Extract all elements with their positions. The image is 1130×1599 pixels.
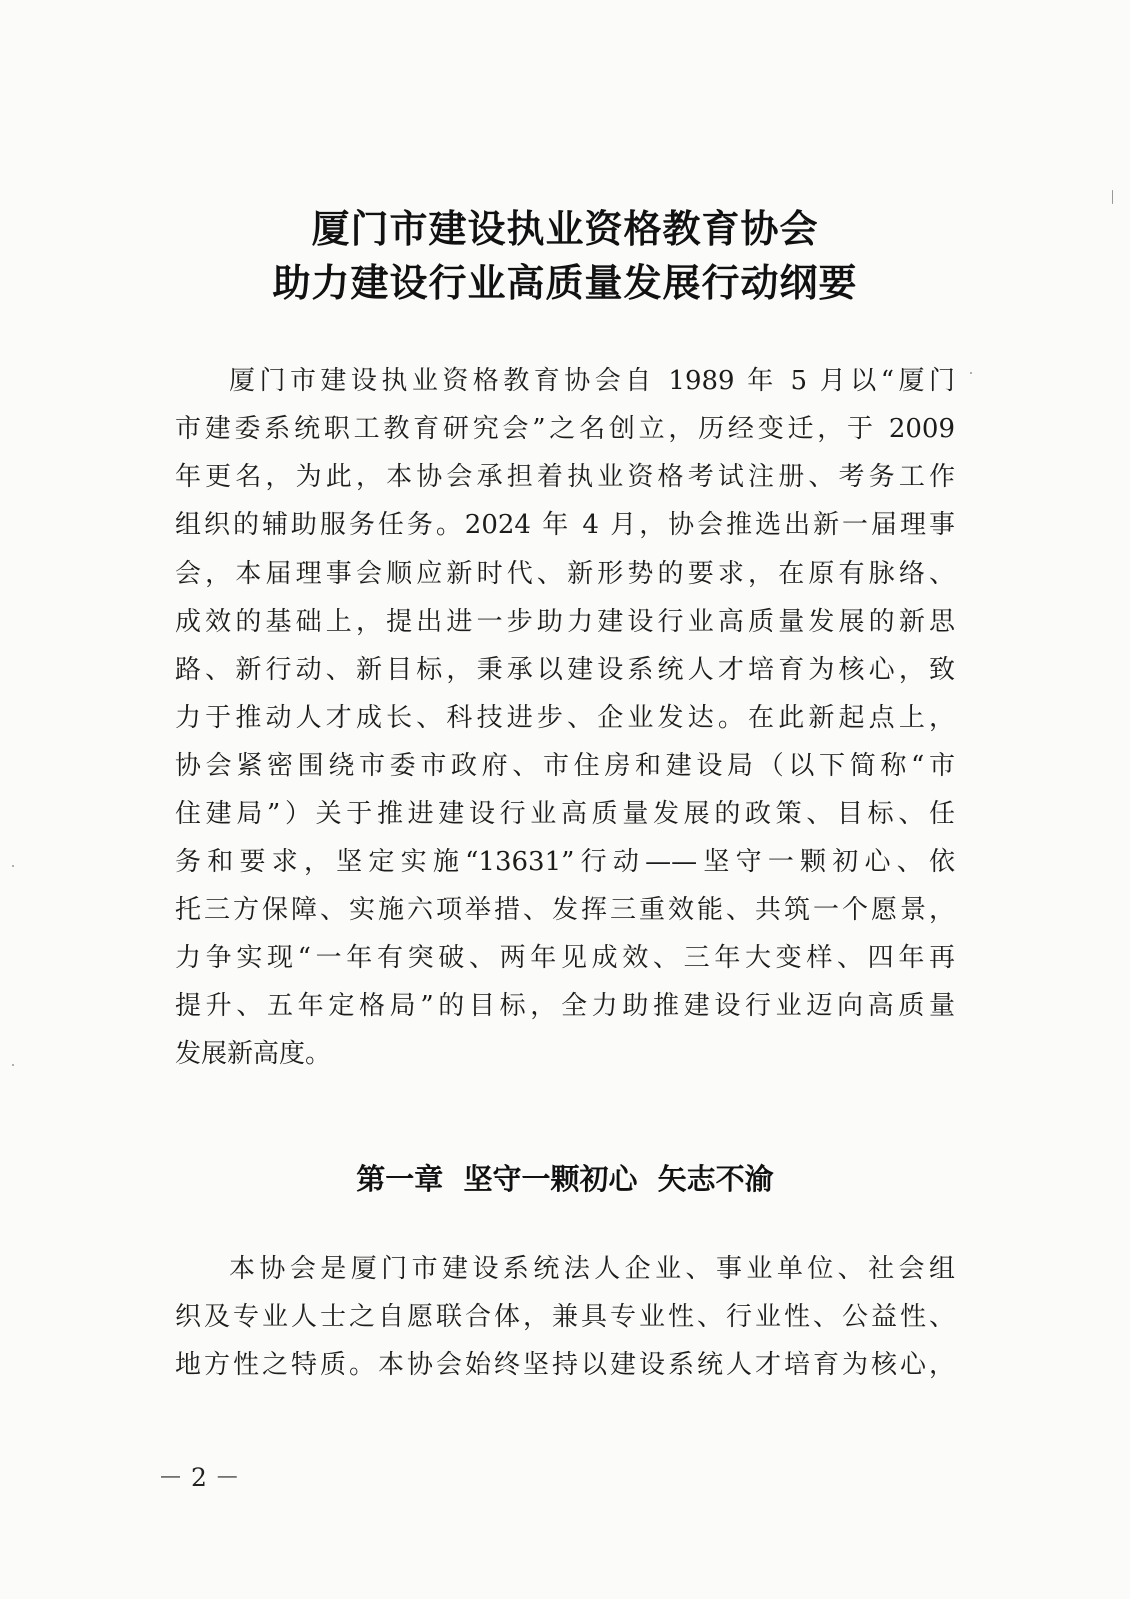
paragraph-line: 力于推动人才成长、科技进步、企业发达。在此新起点上， xyxy=(175,703,955,733)
paragraph-line: 发展新高度。 xyxy=(175,1039,332,1069)
paragraph-line: 住建局”）关于推进建设行业高质量发展的政策、目标、任 xyxy=(175,799,955,829)
paragraph-line: 成效的基础上，提出进一步助力建设行业高质量发展的新思 xyxy=(175,607,955,637)
paragraph-line: 务和要求，坚定实施“13631”行动——坚守一颗初心、依 xyxy=(175,847,955,877)
paragraph-line: 提升、五年定格局”的目标，全力助推建设行业迈向高质量 xyxy=(175,991,955,1021)
scan-mark xyxy=(1112,190,1113,204)
scan-mark xyxy=(12,865,14,867)
paragraph-line: 力争实现“一年有突破、两年见成效、三年大变样、四年再 xyxy=(175,943,955,973)
document-title-line-1: 厦门市建设执业资格教育协会 xyxy=(311,207,819,251)
paragraph-line: 厦门市建设执业资格教育协会自 1989 年 5 月以“厦门 xyxy=(229,366,955,396)
paragraph-line: 路、新行动、新目标，秉承以建设系统人才培育为核心，致 xyxy=(175,655,955,685)
paragraph-line: 市建委系统职工教育研究会”之名创立，历经变迁，于 2009 xyxy=(175,414,955,444)
page-number: － 2 － xyxy=(158,1463,240,1492)
scan-mark xyxy=(12,1064,14,1066)
chapter-heading: 第一章 坚守一颗初心 矢志不渝 xyxy=(356,1162,774,1196)
paragraph-line: 会，本届理事会顺应新时代、新形势的要求，在原有脉络、 xyxy=(175,559,955,589)
paragraph-line: 地方性之特质。本协会始终坚持以建设系统人才培育为核心， xyxy=(175,1350,955,1380)
paragraph-line: 年更名，为此，本协会承担着执业资格考试注册、考务工作 xyxy=(175,462,955,492)
paragraph-line: 托三方保障、实施六项举措、发挥三重效能、共筑一个愿景， xyxy=(175,895,955,925)
scan-mark xyxy=(970,372,972,374)
paragraph-line: 本协会是厦门市建设系统法人企业、事业单位、社会组 xyxy=(229,1254,955,1284)
paragraph-line: 织及专业人士之自愿联合体，兼具专业性、行业性、公益性、 xyxy=(175,1302,955,1332)
paragraph-line: 组织的辅助服务任务。2024 年 4 月，协会推选出新一届理事 xyxy=(175,510,955,540)
paragraph-line: 协会紧密围绕市委市政府、市住房和建设局（以下简称“市 xyxy=(175,751,955,781)
document-title-line-2: 助力建设行业高质量发展行动纲要 xyxy=(272,261,858,305)
